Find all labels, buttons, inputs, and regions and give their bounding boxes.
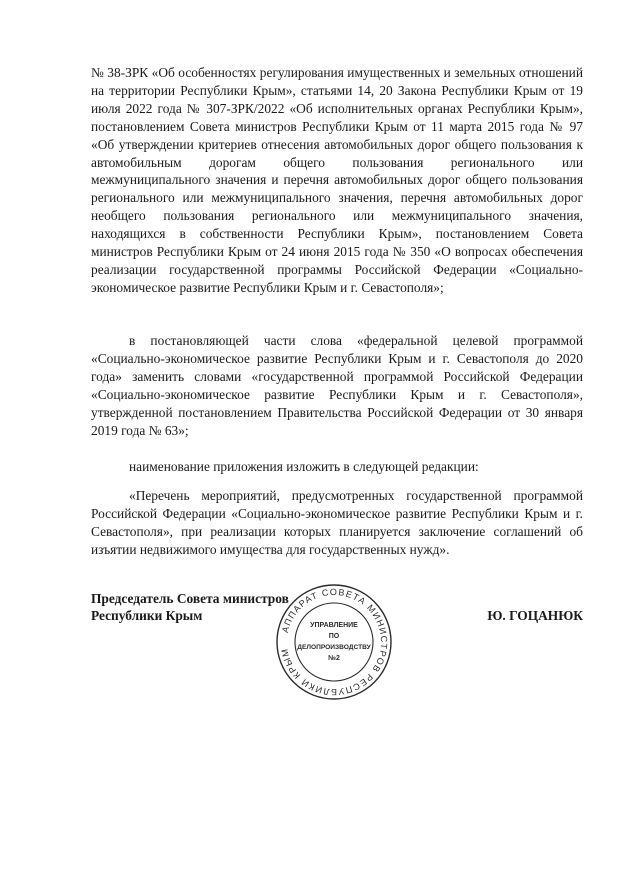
stamp-inner-ring (295, 603, 373, 681)
paragraph-appendix-title: «Перечень мероприятий, предусмотренных государственной программой Российской Федерации «Социально-экономическое развитие Республики Крым и г. Севастополя», при реализации которых планируется заключение соглашений об изъятии недвижимого имущества для государственных нужд». (91, 488, 583, 557)
paragraph-amendment-operative-part: в постановляющей части слова «федеральной целевой программой «Социально-экономическое развитие Республики Крым и г. Севастополя до 2020 года» заменить словами «государственной программой Российской Федерации «Социально-экономическое развитие Республики Крым и г. Севастополя», утвержденной постановлением Правительства Российской Федерации от 30 января 2019 года № 63»; (91, 333, 583, 438)
stamp-line-3: ДЕЛОПРОИЗВОДСТВУ (297, 644, 371, 651)
paragraph-legal-basis: № 38-ЗРК «Об особенностях регулирования имущественных и земельных отношений на территории Республики Крым», статьями 14, 20 Закона Республики Крым от 19 июля 2022 года № 307-ЗРК/2022 «Об исполнительных органах Республики Крым», постановлением Совета министров Республики Крым от 11 марта 2015 года № 97 «Об утверждении критериев отнесения автомобильных дорог общего пользования к автомобильным дорогам общего пользования регионального или межмуниципального значения и перечня автомобильных дорог общего пользования регионального или межмуниципального значения, перечня автомобильных дорог необщего пользования регионального или межмуниципального значения, находящихся в собственности Республики Крым», постановлением Совета министров Республики Крым от 24 июня 2015 года № 350 «О вопросах обеспечения реализации государственной программы Российской Федерации «Социально-экономическое развитие Республики Крым и г. Севастополя»; (91, 65, 583, 295)
stamp-line-2: ПО (328, 633, 340, 640)
signatory-name: Ю. ГОЦАНЮК (487, 608, 583, 623)
signatory-title-line-2: Республики Крым (91, 608, 203, 623)
stamp-line-4: №2 (328, 655, 340, 662)
stamp-line-1: УПРАВЛЕНИЕ (310, 622, 358, 629)
official-stamp (275, 583, 393, 701)
signatory-title-line-1: Председатель Совета министров (91, 591, 289, 606)
paragraph-appendix-title-intro: наименование приложения изложить в следующей редакции: (129, 459, 479, 474)
stamp-ring-text: АППАРАТ СОВЕТА МИНИСТРОВ РЕСПУБЛИКИ КРЫМ (279, 586, 390, 698)
stamp-outer-ring (277, 585, 391, 699)
